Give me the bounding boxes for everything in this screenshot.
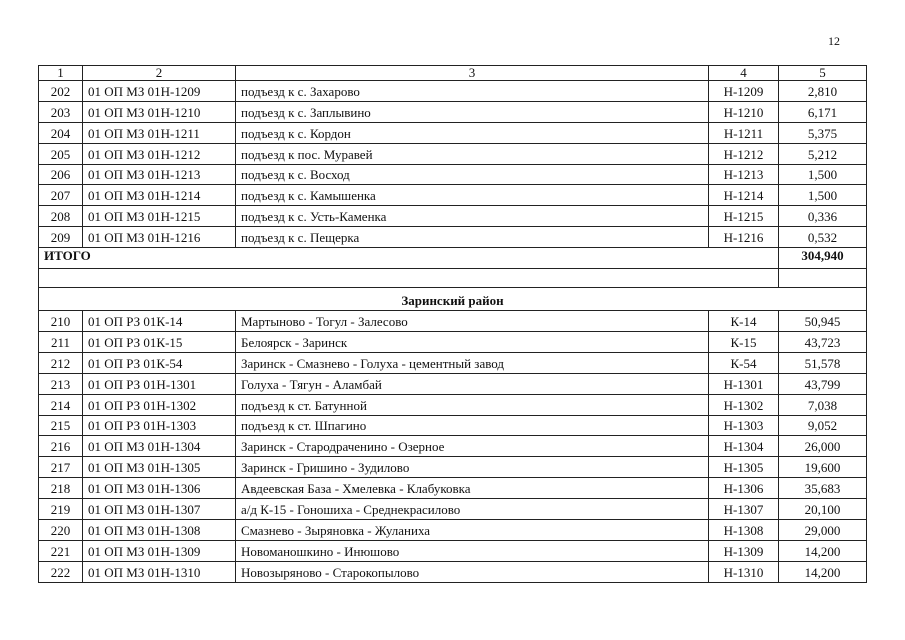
road-id: 01 ОП РЗ 01К-14 xyxy=(83,311,236,332)
table-row xyxy=(39,436,867,457)
road-code: Н-1209 xyxy=(709,81,779,102)
road-length: 5,375 xyxy=(779,122,867,143)
road-id: 01 ОП МЗ 01Н-1309 xyxy=(83,540,236,561)
road-length: 0,336 xyxy=(779,206,867,227)
row-number: 219 xyxy=(39,499,83,520)
blank-cell xyxy=(39,269,779,288)
blank-cell-right xyxy=(779,269,867,288)
row-number: 207 xyxy=(39,185,83,206)
total-value: 304,940 xyxy=(779,248,867,269)
road-name: подъезд к ст. Батунной xyxy=(236,394,709,415)
roads-table xyxy=(38,65,867,583)
road-name: подъезд к с. Восход xyxy=(236,164,709,185)
road-code: Н-1310 xyxy=(709,561,779,582)
road-name: Заринск - Гришино - Зудилово xyxy=(236,457,709,478)
road-length: 50,945 xyxy=(779,311,867,332)
road-length: 43,799 xyxy=(779,373,867,394)
road-id: 01 ОП МЗ 01Н-1212 xyxy=(83,143,236,164)
row-number: 215 xyxy=(39,415,83,436)
road-name: Новозыряново - Старокопылово xyxy=(236,561,709,582)
header-col-3: 3 xyxy=(236,66,709,81)
road-length: 14,200 xyxy=(779,540,867,561)
road-name: подъезд к с. Кордон xyxy=(236,122,709,143)
header-col-4: 4 xyxy=(709,66,779,81)
road-code: К-14 xyxy=(709,311,779,332)
road-id: 01 ОП МЗ 01Н-1211 xyxy=(83,122,236,143)
table-row xyxy=(39,457,867,478)
road-name: Мартыново - Тогул - Залесово xyxy=(236,311,709,332)
row-number: 202 xyxy=(39,81,83,102)
table-row xyxy=(39,122,867,143)
row-number: 221 xyxy=(39,540,83,561)
road-id: 01 ОП МЗ 01Н-1215 xyxy=(83,206,236,227)
road-code: Н-1303 xyxy=(709,415,779,436)
road-code: Н-1309 xyxy=(709,540,779,561)
road-id: 01 ОП МЗ 01Н-1209 xyxy=(83,81,236,102)
road-code: Н-1302 xyxy=(709,394,779,415)
road-code: Н-1307 xyxy=(709,499,779,520)
road-id: 01 ОП МЗ 01Н-1216 xyxy=(83,227,236,248)
road-code: Н-1306 xyxy=(709,478,779,499)
row-number: 209 xyxy=(39,227,83,248)
row-number: 203 xyxy=(39,101,83,122)
road-id: 01 ОП РЗ 01Н-1302 xyxy=(83,394,236,415)
row-number: 217 xyxy=(39,457,83,478)
header-row xyxy=(39,66,867,81)
table-row xyxy=(39,478,867,499)
table-row xyxy=(39,185,867,206)
road-name: Заринск - Стародраченино - Озерное xyxy=(236,436,709,457)
road-id: 01 ОП РЗ 01К-54 xyxy=(83,352,236,373)
road-name: Белоярск - Заринск xyxy=(236,332,709,353)
road-id: 01 ОП РЗ 01К-15 xyxy=(83,332,236,353)
road-length: 0,532 xyxy=(779,227,867,248)
road-name: подъезд к ст. Шпагино xyxy=(236,415,709,436)
road-name: а/д К-15 - Гоношиха - Среднекрасилово xyxy=(236,499,709,520)
row-number: 204 xyxy=(39,122,83,143)
row-number: 216 xyxy=(39,436,83,457)
road-id: 01 ОП МЗ 01Н-1214 xyxy=(83,185,236,206)
road-name: подъезд к с. Захарово xyxy=(236,81,709,102)
road-length: 26,000 xyxy=(779,436,867,457)
road-name: подъезд к с. Заплывино xyxy=(236,101,709,122)
total-label: ИТОГО xyxy=(39,248,779,269)
table-row xyxy=(39,373,867,394)
table-row xyxy=(39,520,867,541)
table-row xyxy=(39,415,867,436)
road-length: 35,683 xyxy=(779,478,867,499)
road-length: 51,578 xyxy=(779,352,867,373)
road-length: 20,100 xyxy=(779,499,867,520)
road-code: Н-1211 xyxy=(709,122,779,143)
road-length: 43,723 xyxy=(779,332,867,353)
rows-group-after xyxy=(39,311,867,583)
table-row xyxy=(39,164,867,185)
road-name: подъезд к с. Камышенка xyxy=(236,185,709,206)
road-name: подъезд к с. Пещерка xyxy=(236,227,709,248)
table-row xyxy=(39,143,867,164)
row-number: 220 xyxy=(39,520,83,541)
road-id: 01 ОП РЗ 01Н-1303 xyxy=(83,415,236,436)
table-row xyxy=(39,561,867,582)
road-name: подъезд к с. Усть-Каменка xyxy=(236,206,709,227)
road-id: 01 ОП МЗ 01Н-1307 xyxy=(83,499,236,520)
road-length: 14,200 xyxy=(779,561,867,582)
row-number: 214 xyxy=(39,394,83,415)
table-row xyxy=(39,81,867,102)
road-id: 01 ОП МЗ 01Н-1305 xyxy=(83,457,236,478)
rows-group-before xyxy=(39,81,867,248)
row-number: 222 xyxy=(39,561,83,582)
road-code: Н-1213 xyxy=(709,164,779,185)
road-code: Н-1210 xyxy=(709,101,779,122)
road-length: 19,600 xyxy=(779,457,867,478)
row-number: 206 xyxy=(39,164,83,185)
row-number: 210 xyxy=(39,311,83,332)
road-length: 5,212 xyxy=(779,143,867,164)
road-length: 9,052 xyxy=(779,415,867,436)
road-code: Н-1304 xyxy=(709,436,779,457)
page-number: 12 xyxy=(828,34,840,48)
section-title: Заринский район xyxy=(39,288,867,311)
road-id: 01 ОП МЗ 01Н-1210 xyxy=(83,101,236,122)
road-name: Заринск - Смазнево - Голуха - цементный завод xyxy=(236,352,709,373)
row-number: 218 xyxy=(39,478,83,499)
table-row xyxy=(39,206,867,227)
table-row xyxy=(39,101,867,122)
road-name: Новоманошкино - Инюшово xyxy=(236,540,709,561)
table-row xyxy=(39,540,867,561)
header-col-2: 2 xyxy=(83,66,236,81)
road-code: К-15 xyxy=(709,332,779,353)
row-number: 208 xyxy=(39,206,83,227)
blank-row xyxy=(39,269,867,288)
road-id: 01 ОП МЗ 01Н-1213 xyxy=(83,164,236,185)
road-code: К-54 xyxy=(709,352,779,373)
road-id: 01 ОП МЗ 01Н-1306 xyxy=(83,478,236,499)
road-code: Н-1214 xyxy=(709,185,779,206)
table-row xyxy=(39,227,867,248)
road-name: Смазнево - Зыряновка - Жуланиха xyxy=(236,520,709,541)
road-length: 6,171 xyxy=(779,101,867,122)
road-id: 01 ОП МЗ 01Н-1308 xyxy=(83,520,236,541)
row-number: 213 xyxy=(39,373,83,394)
road-id: 01 ОП РЗ 01Н-1301 xyxy=(83,373,236,394)
table-row xyxy=(39,311,867,332)
section-row xyxy=(39,288,867,311)
road-name: подъезд к пос. Муравей xyxy=(236,143,709,164)
road-code: Н-1215 xyxy=(709,206,779,227)
road-code: Н-1308 xyxy=(709,520,779,541)
road-code: Н-1212 xyxy=(709,143,779,164)
row-number: 212 xyxy=(39,352,83,373)
row-number: 211 xyxy=(39,332,83,353)
road-name: Авдеевская База - Хмелевка - Клабуковка xyxy=(236,478,709,499)
header-col-5: 5 xyxy=(779,66,867,81)
road-code: Н-1305 xyxy=(709,457,779,478)
table-row xyxy=(39,394,867,415)
total-row xyxy=(39,248,867,269)
total-group xyxy=(39,248,867,311)
header-col-1: 1 xyxy=(39,66,83,81)
table-row xyxy=(39,352,867,373)
road-length: 1,500 xyxy=(779,185,867,206)
road-length: 7,038 xyxy=(779,394,867,415)
road-id: 01 ОП МЗ 01Н-1310 xyxy=(83,561,236,582)
road-code: Н-1301 xyxy=(709,373,779,394)
road-name: Голуха - Тягун - Аламбай xyxy=(236,373,709,394)
table-row xyxy=(39,499,867,520)
road-id: 01 ОП МЗ 01Н-1304 xyxy=(83,436,236,457)
road-code: Н-1216 xyxy=(709,227,779,248)
road-length: 29,000 xyxy=(779,520,867,541)
road-length: 2,810 xyxy=(779,81,867,102)
table-row xyxy=(39,332,867,353)
road-length: 1,500 xyxy=(779,164,867,185)
row-number: 205 xyxy=(39,143,83,164)
